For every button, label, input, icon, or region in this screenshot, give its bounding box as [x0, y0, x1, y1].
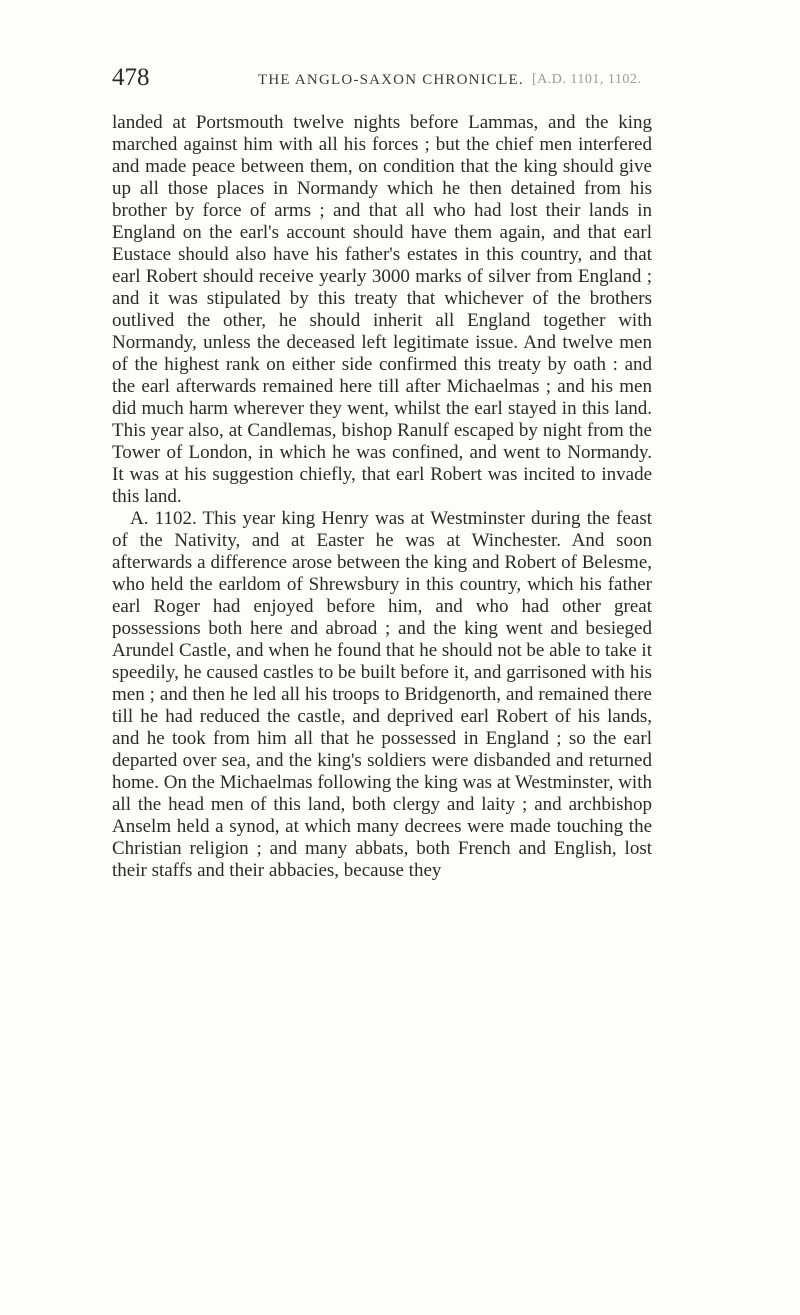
- running-title: THE ANGLO-SAXON CHRONICLE.: [258, 72, 524, 88]
- page-number: 478: [112, 64, 150, 91]
- paragraph-continuation: landed at Portsmouth twelve nights before Lammas, and the king marched against him with all his forces ; but the chief men interfered and made peace between them, on condition that the king should give up all those places in Normandy which he then detained from his brother by force of arms ; and that all who had lost their lands in England on the earl's account should have them again, and that earl Eustace should also have his father's estates in this country, and that earl Robert should receive yearly 3000 marks of silver from England ; and it was stipulated by this treaty that whichever of the brothers outlived the other, he should inherit all England together with Normandy, unless the deceased left legitimate issue. And twelve men of the highest rank on either side confirmed this treaty by oath : and the earl afterwards remained here till after Michaelmas ; and his men did much harm wherever they went, whilst the earl stayed in this land. This year also, at Candlemas, bishop Ranulf escaped by night from the Tower of London, in which he was confined, and went to Normandy. It was at his suggestion chiefly, that earl Robert was incited to invade this land.: [112, 112, 652, 507]
- body-text: [112, 112, 652, 882]
- paragraph-year-1102: A. 1102. This year king Henry was at Westminster during the feast of the Nativity, and at Easter he was at Winchester. And soon afterwards a difference arose between the king and Robert of Belesme, who held the earldom of Shrewsbury in this country, which his father earl Roger had enjoyed before him, and who had other great possessions both here and abroad ; and the king went and besieged Arundel Castle, and when he found that he should not be able to take it speedily, he caused castles to be built before it, and garrisoned with his men ; and then he led all his troops to Bridgenorth, and remained there till he had reduced the castle, and deprived earl Robert of his lands, and he took from him all that he possessed in England ; so the earl departed over sea, and the king's soldiers were disbanded and returned home. On the Michaelmas following the king was at Westminster, with all the head men of this land, both clergy and laity ; and archbishop Anselm held a synod, at which many decrees were made touching the Christian religion ; and many abbats, both French and English, lost their staffs and their abbacies, because they: [112, 508, 652, 881]
- running-date-range: [A.D. 1101, 1102.: [532, 72, 642, 87]
- running-head: [112, 64, 652, 98]
